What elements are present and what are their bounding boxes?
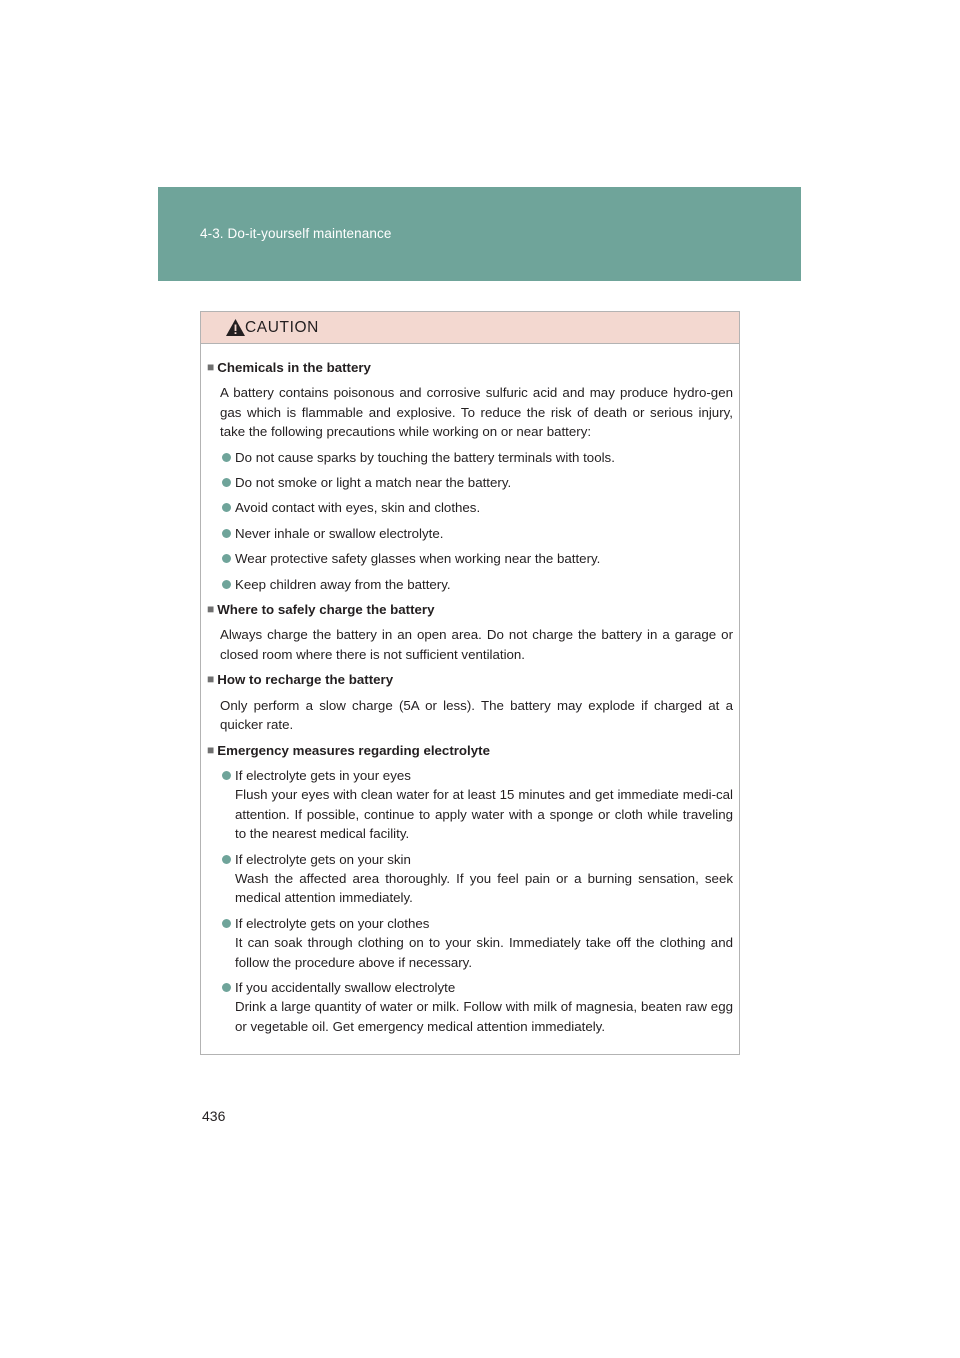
bullet-dot-icon (222, 478, 231, 487)
bullet-dot-icon (222, 919, 231, 928)
bullet-dot-icon (222, 453, 231, 462)
bullet-dot-icon (222, 580, 231, 589)
list-item: Do not smoke or light a match near the battery. (222, 473, 733, 492)
caution-box (200, 311, 740, 1055)
square-bullet-icon: ■ (207, 742, 215, 757)
list-item: Wear protective safety glasses when working near the battery. (222, 549, 733, 568)
section-text: Only perform a slow charge (5A or less). The battery may explode if charged at a quicker rate. (220, 697, 733, 733)
list-item: Do not cause sparks by touching the battery terminals with tools. (222, 448, 733, 467)
list-item: If electrolyte gets in your eyes Flush your eyes with clean water for at least 15 minutes and get immediate medi-cal attention. If possible, continue to apply water with a sponge or cloth while traveling to the nearest medical facility. (222, 766, 733, 844)
section-heading: ■ Where to safely charge the battery (207, 602, 435, 618)
bullet-dot-icon (222, 855, 231, 864)
square-bullet-icon: ■ (207, 360, 215, 374)
square-bullet-icon: ■ (207, 672, 215, 687)
caution-body (201, 344, 739, 1036)
page-number: 436 (202, 1108, 226, 1124)
list-item: If electrolyte gets on your clothes It can soak through clothing on to your skin. Immediately take off the clothing and follow the procedure above if necessary. (222, 914, 733, 972)
square-bullet-icon: ■ (207, 602, 215, 617)
list-item: Never inhale or swallow electrolyte. (222, 524, 733, 543)
section-text: A battery contains poisonous and corrosive sulfuric acid and may produce hydro-gen gas which is flammable and explosive. To reduce the risk of death or serious injury, take the following precautions while working on or near battery: (220, 385, 733, 440)
header-band (158, 187, 801, 281)
warning-triangle-icon (225, 318, 246, 337)
section-heading: ■ Chemicals in the battery (207, 360, 371, 375)
section-heading: ■ Emergency measures regarding electrolyte (207, 742, 490, 758)
caution-header (201, 312, 739, 344)
caution-label: CAUTION (245, 319, 319, 336)
bullet-dot-icon (222, 554, 231, 563)
bullet-dot-icon (222, 983, 231, 992)
section-title: 4-3. Do-it-yourself maintenance (200, 226, 392, 241)
bullet-dot-icon (222, 771, 231, 780)
section-heading: ■ How to recharge the battery (207, 672, 394, 688)
bullet-dot-icon (222, 529, 231, 538)
list-item: Keep children away from the battery. (222, 575, 733, 594)
bullet-dot-icon (222, 503, 231, 512)
list-item: If electrolyte gets on your skin Wash the affected area thoroughly. If you feel pain or a burning sensation, seek medical attention immediately. (222, 850, 733, 908)
list-item: If you accidentally swallow electrolyte Drink a large quantity of water or milk. Follow with milk of magnesia, beaten raw egg or vegetable oil. Get emergency medical attention immediately. (222, 978, 733, 1036)
section-text: Always charge the battery in an open area. Do not charge the battery in a garage or closed room where there is not sufficient ventilation. (220, 627, 733, 662)
list-item: Avoid contact with eyes, skin and clothes. (222, 498, 733, 517)
